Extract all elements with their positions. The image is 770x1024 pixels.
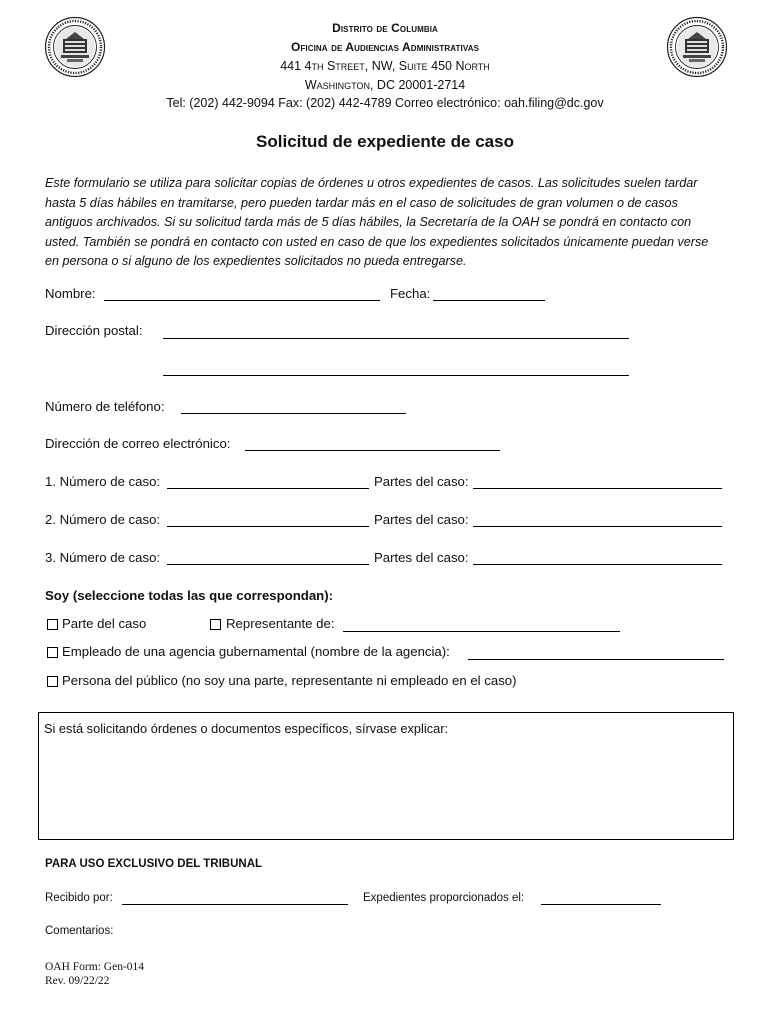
case-parties-field[interactable] (473, 564, 722, 565)
party-checkbox[interactable] (47, 619, 58, 630)
intro-paragraph: Este formulario se utiliza para solicitar copias de órdenes u otros expedientes de casos. Las solicitudes suelen tardar hasta 5 días hábiles en tramitarse, pero pueden tardar más en el caso de solicitudes de gran volumen o de casos antiguos archivados. Si su solicitud tarda más de 5 días hábiles, la Secretaría de la OAH se pondrá en contacto con usted. También se pondrá en contacto con usted en caso de que los expedientes solicitados únicamente puedan verse en persona o si alguno de los expedientes solicitados no pueda entregarse. (45, 176, 709, 269)
case-number-field[interactable] (167, 526, 369, 527)
header-office: Oficina de Audiencias Administrativas (290, 40, 480, 54)
phone-label: Número de teléfono: (45, 399, 165, 414)
received-by-field[interactable] (122, 904, 348, 905)
case-number-label: 3. Número de caso: (45, 550, 161, 565)
case-number-field[interactable] (167, 488, 369, 489)
case-parties-field[interactable] (473, 526, 722, 527)
role-heading: Soy (seleccione todas las que correspondan): (45, 588, 334, 603)
case-parties-label: Partes del caso: (374, 474, 469, 489)
email-label: Dirección de correo electrónico: (45, 436, 231, 451)
received-by-label: Recibido por: (45, 892, 113, 904)
date-label: Fecha: (390, 286, 431, 301)
representative-checkbox[interactable] (210, 619, 221, 630)
form-id: OAH Form: Gen-014 (45, 961, 145, 973)
name-field[interactable] (104, 300, 380, 301)
public-checkbox[interactable] (47, 676, 58, 687)
date-field[interactable] (433, 300, 545, 301)
employee-checkbox[interactable] (47, 647, 58, 658)
case-parties-field[interactable] (473, 488, 722, 489)
header-street: 441 4th Street, NW, Suite 450 North (280, 59, 490, 73)
agency-field[interactable] (468, 659, 724, 660)
employee-label: Empleado de una agencia gubernamental (nombre de la agencia): (62, 644, 450, 659)
case-parties-label: Partes del caso: (374, 512, 469, 527)
phone-field[interactable] (181, 413, 406, 414)
email-field[interactable] (245, 450, 500, 451)
records-provided-label: Expedientes proporcionados el: (363, 892, 525, 904)
case-number-label: 1. Número de caso: (45, 474, 161, 489)
header-district: Distrito de Columbia (332, 21, 438, 35)
address-label: Dirección postal: (45, 323, 143, 338)
representative-label: Representante de: (226, 616, 335, 631)
records-provided-field[interactable] (541, 904, 661, 905)
party-label: Parte del caso (62, 616, 147, 631)
explain-textarea[interactable] (38, 712, 734, 840)
case-parties-label: Partes del caso: (374, 550, 469, 565)
header-contact: Tel: (202) 442-9094 Fax: (202) 442-4789 Correo electrónico: oah.filing@dc.gov (166, 96, 604, 110)
address-field-line1[interactable] (163, 338, 629, 339)
address-field-line2[interactable] (163, 375, 629, 376)
explain-label: Si está solicitando órdenes o documentos específicos, sírvase explicar: (44, 721, 449, 736)
office-use-heading: PARA USO EXCLUSIVO DEL TRIBUNAL (45, 858, 263, 870)
public-label: Persona del público (no soy una parte, representante ni empleado en el caso) (62, 673, 517, 688)
comments-label: Comentarios: (45, 925, 114, 937)
representative-field[interactable] (343, 631, 620, 632)
case-number-label: 2. Número de caso: (45, 512, 161, 527)
page-title: Solicitud de expediente de caso (256, 132, 514, 151)
header-city: Washington, DC 20001-2714 (304, 78, 466, 92)
name-label: Nombre: (45, 286, 96, 301)
form-revision: Rev. 09/22/22 (45, 975, 110, 987)
case-number-field[interactable] (167, 564, 369, 565)
